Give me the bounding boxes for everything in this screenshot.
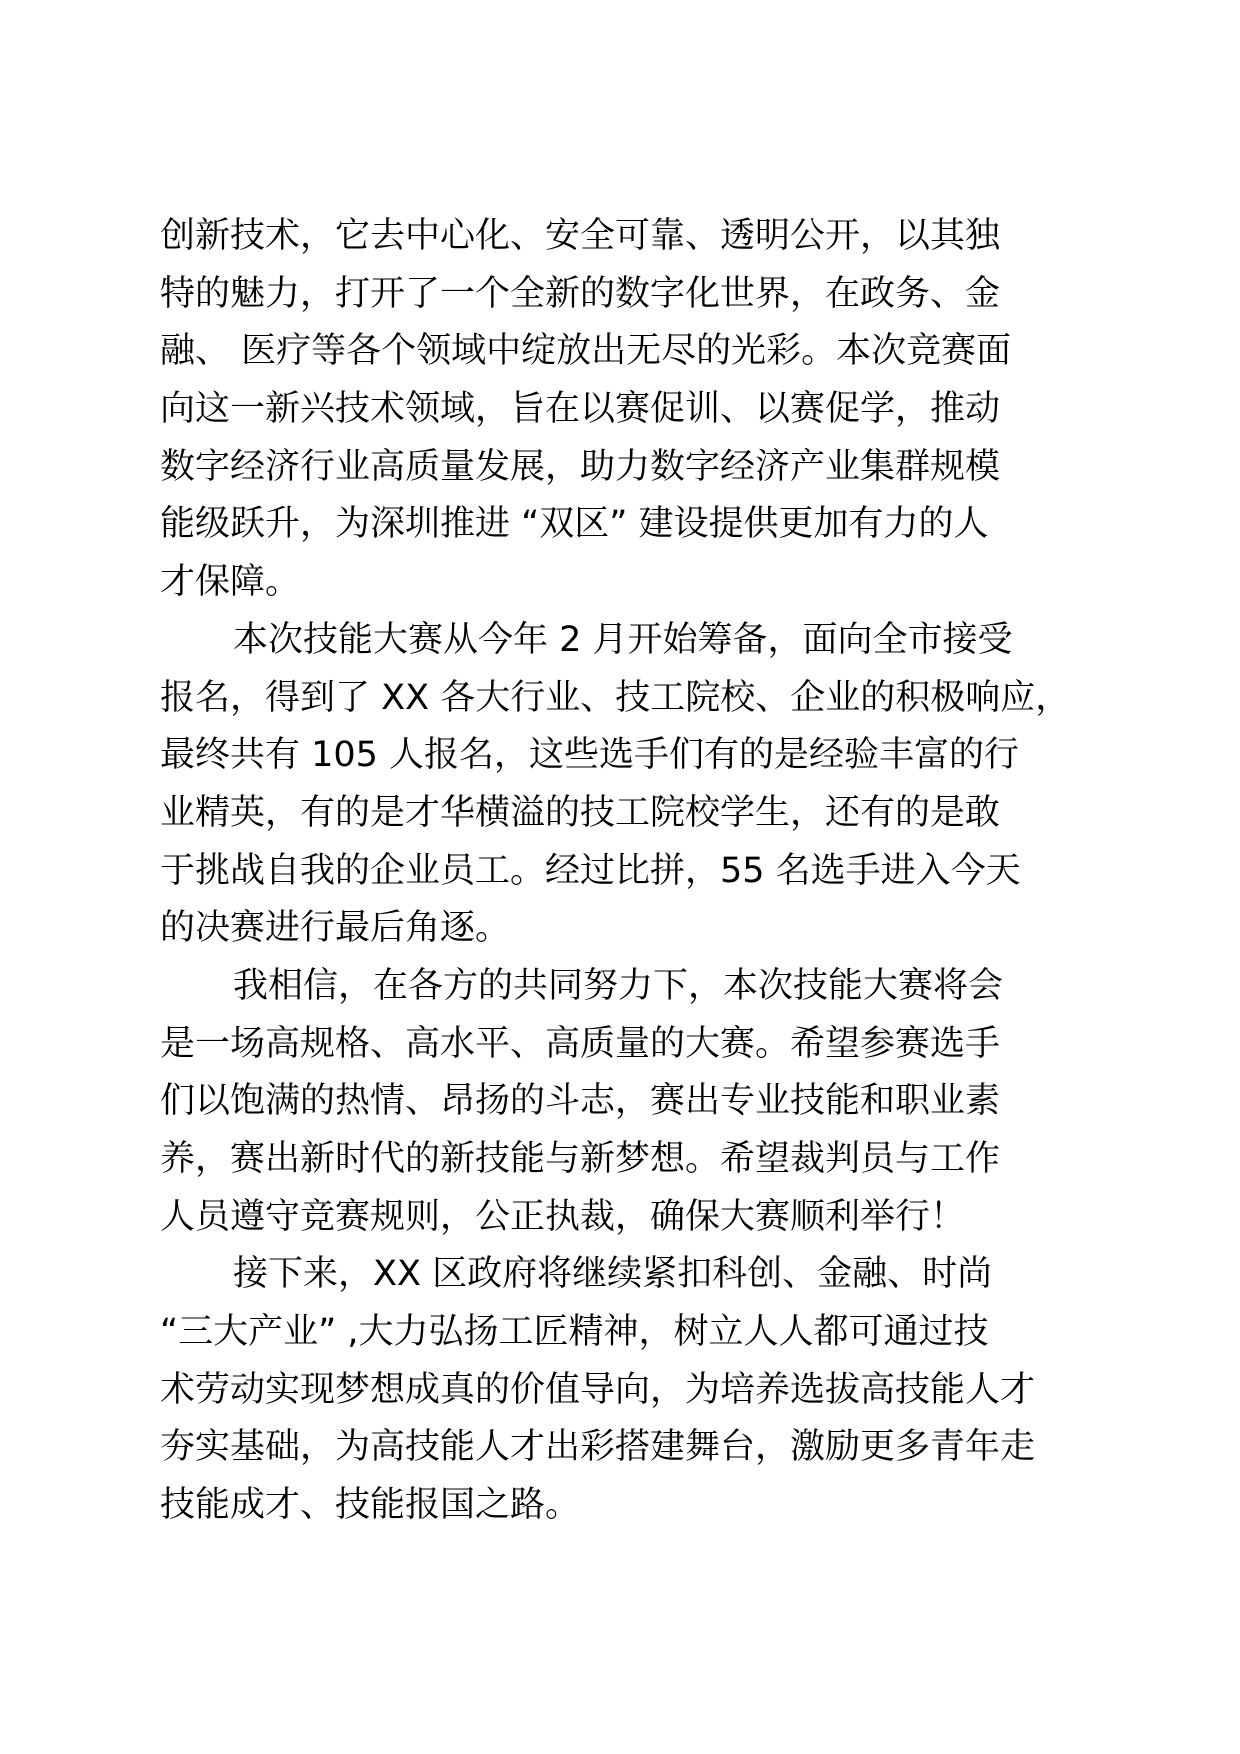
body-text [160, 208, 1120, 1535]
paragraph-first-line: 接下来，XX 区政府将继续紧扣科创、金融、时尚 [233, 1254, 993, 1295]
text-line: 业精英，有的是才华横溢的技工院校学生，还有的是敢 [160, 792, 1001, 833]
text-line: 能级跃升，为深圳推进 “双区” 建设提供更加有力的人 [160, 504, 989, 545]
text-line: 们以饱满的热情、昂扬的斗志，赛出专业技能和职业素 [160, 1081, 1001, 1122]
text-line: 夯实基础，为高技能人才出彩搭建舞台，激励更多青年走 [160, 1427, 1036, 1468]
text-line: 融、 医疗等各个领域中绽放出无尽的光彩。本次竞赛面 [160, 331, 1012, 372]
text-line: 术劳动实现梦想成真的价值导向，为培养选拔高技能人才 [160, 1369, 1036, 1410]
text-line: 于挑战自我的企业员工。经过比拼，55 名选手进入今天 [160, 850, 1021, 891]
text-line: 数字经济行业高质量发展，助力数字经济产业集群规模 [160, 446, 1001, 487]
text-line: 人员遵守竞赛规则，公正执裁，确保大赛顺利举行！ [160, 1196, 966, 1237]
text-line: 特的魅力，打开了一个全新的数字化世界，在政务、金 [160, 273, 1001, 314]
text-line: 是一场高规格、高水平、高质量的大赛。希望参赛选手 [160, 1023, 1001, 1064]
paragraph-first-line: 本次技能大赛从今年 2 月开始筹备，面向全市接受 [233, 619, 1013, 660]
text-line: 创新技术，它去中心化、安全可靠、透明公开，以其独 [160, 216, 1001, 256]
text-line: 技能成才、技能报国之路。 [160, 1485, 581, 1526]
text-line: “三大产业” ,大力弘扬工匠精神，树立人人都可通过技 [160, 1312, 989, 1353]
text-line: 的决赛进行最后角逐。 [160, 908, 511, 949]
text-line: 养，赛出新时代的新技能与新梦想。希望裁判员与工作 [160, 1139, 1001, 1179]
text-line: 向这一新兴技术领域，旨在以赛促训、以赛促学，推动 [160, 389, 1001, 430]
text-line: 最终共有 105 人报名，这些选手们有的是经验丰富的行 [160, 735, 1020, 776]
text-line: 才保障。 [160, 562, 301, 603]
text-line: 报名，得到了 XX 各大行业、技工院校、企业的积极响应， [160, 677, 1071, 718]
paragraph-first-line: 我相信，在各方的共同努力下，本次技能大赛将会 [233, 965, 1004, 1006]
